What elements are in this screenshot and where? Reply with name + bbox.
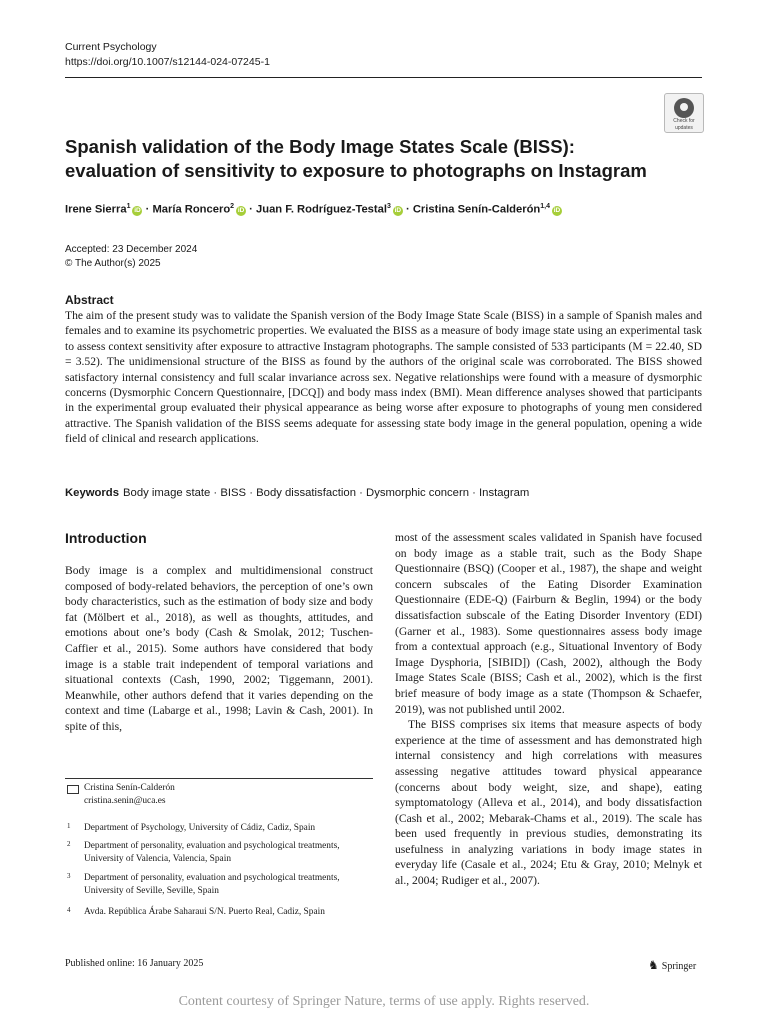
crossmark-label-2: updates <box>675 124 693 131</box>
article-title: Spanish validation of the Body Image States Scale (BISS): evaluation of sensitivity to exposure to photographs on Instagram <box>65 136 647 181</box>
journal-name: Current Psychology <box>65 41 157 53</box>
body-column-right <box>395 530 702 889</box>
keyword-item: Body image state <box>123 487 211 499</box>
header-rule <box>65 77 702 78</box>
license-line: © The Author(s) 2025 <box>65 257 161 269</box>
author-list: Irene Sierra$^1$iD · María Roncero$^2$iD · Juan F. Rodríguez-Testal$^3$iD · Cristina Senín-Calderón$^{1,4}$iD <box>65 203 561 216</box>
corresponding-author <box>65 782 365 807</box>
author-affiliation: 1,4 <box>540 203 550 210</box>
affiliation-number: 4 <box>67 906 71 914</box>
author-affiliation: 3 <box>386 203 391 210</box>
publisher-logo <box>648 958 696 973</box>
affiliation-text: Department of Psychology, University of Cádiz, Cadiz, Spain <box>84 823 316 833</box>
keyword-item: Dysmorphic concern <box>366 487 469 499</box>
published-online: Published online: 16 January 2025 <box>65 958 204 969</box>
affiliation-text: Department of personality, evaluation and psychological treatments, University of Seville, Seville, Spain <box>84 873 340 896</box>
journal-header <box>65 40 270 70</box>
keyword-item: BISS <box>220 487 247 499</box>
crossmark-label-1: Check for <box>673 118 695 124</box>
body-column-left: Body image is a complex and multidimensional construct composed of body-related behaviors, the perception of one’s own body characteristics, such as the estimation of body size and body fat (Mölbert et al., 2018), as well as thoughts, attitudes, and emotions about one’s body (Cash & Smolak, 2012; Tuschen-Caffier et al., 2015). Some authors have considered that body image is a stable trait independent of temporal variations and situational contexts (Cash, 1990, 2002; Tiggemann, 2001). Meanwhile, other authors defend that it varies depending on the context and time (Labarge et al., 1998; Lavin & Cash, 2001). In spite of this, <box>65 564 373 733</box>
affiliation-item <box>65 872 365 897</box>
orcid-icon[interactable]: iD <box>394 206 402 214</box>
doi-link[interactable]: https://doi.org/10.1007/s12144-024-07245-1 <box>65 56 270 68</box>
abstract-text: The aim of the present study was to validate the Spanish version of the Body Image State Scale (BISS) in a sample of Spanish males and females and to examine its psychometric properties. We evaluated the BISS as a measure of body image state using an experimental task to assess context sensitivity after exposure to attractive Instagram photographs. The sample consisted of 533 participants (M = 22.40, SD = 3.52). The unidimensional structure of the BISS as found by the authors of the original scale was corroborated. The BISS showed satisfactory internal consistency and full scalar invariance across sex. Negative relationships were found with a measure of dysmorphic concerns (Dysmorphic Concern Questionnaire, [DCQ]) and body mass index (BMI). Mean difference analyses showed that participants in the experimental group evaluated their physical appearance as being worse after exposure to photographs of young men considered attractive. The Spanish validation of the BISS seems adequate for assessing state body image in the general population, opening a wide field of clinical and research applications. <box>65 309 702 446</box>
affiliation-number: 1 <box>67 822 71 830</box>
abstract-heading: Abstract <box>65 293 114 307</box>
affiliation-number: 3 <box>67 872 71 880</box>
author-name[interactable]: María Roncero <box>152 203 231 216</box>
contact-email[interactable]: cristina.senin@uca.es <box>84 795 166 806</box>
affiliation-item <box>65 840 365 865</box>
keywords <box>65 487 705 499</box>
affiliation-item <box>65 822 365 835</box>
accepted-date: Accepted: 23 December 2024 <box>65 244 198 255</box>
footnote-rule <box>65 778 373 779</box>
envelope-icon <box>67 785 79 794</box>
publisher-name: Springer <box>661 961 697 972</box>
keyword-item: Instagram <box>479 487 530 499</box>
author-affiliation: 2 <box>230 203 235 210</box>
body-paragraph: most of the assessment scales validated in Spanish have focused on body image as a stable trait, such as the Body Shape Questionnaire (BSQ) (Cooper et al., 1987), the shape and weight concern subscales of the Eating Disorder Examination Questionnaire (EDE-Q) (Fairburn & Beglin, 1994) or the body dissatisfaction subscale of the Eating Disorder Inventory (EDI) (Garner et al., 1983). Some questionnaires assess body image from a contextual approach (e.g., Situational Inventory of Body Image Dysphoria, [SIBID]) (Cash, 2002), although the Body Image States Scale (BISS; Cash et al., 2002), which is the first brief measure of body image as a state (Thompson & Schaefer, 2019), was not published until 2002. <box>395 531 702 716</box>
body-paragraph: The BISS comprises six items that measure aspects of body experience at the time of assessment and has demonstrated high internal consistency and high correlations with measures assessing negative attitudes toward physical appearance (concerns about body weight, size, and shape), eating symptomatology (Alleva et al., 2014), and body dissatisfaction (Cash et al., 2002; Mebarak-Chams et al., 2019). The scale has been used frequently in previous studies, demonstrating its usefulness in analyzing variations in body image states in everyday life (Casale et al., 2024; Etu & Gray, 2010; Melnyk et al., 2004; Rudiger et al., 2007). <box>395 718 702 888</box>
orcid-icon[interactable]: iD <box>237 206 245 214</box>
author-name[interactable]: Cristina Senín-Calderón <box>412 203 541 216</box>
check-for-updates-badge[interactable] <box>664 93 704 133</box>
affiliation-text: Department of personality, evaluation and psychological treatments, University of Valencia, Valencia, Spain <box>84 841 340 864</box>
article-dates <box>65 243 197 270</box>
orcid-icon[interactable]: iD <box>553 206 561 214</box>
affiliation-item <box>65 906 365 919</box>
affiliation-text: Avda. República Árabe Saharaui S/N. Puerto Real, Cadiz, Spain <box>84 907 325 917</box>
affiliation-number: 2 <box>67 840 71 848</box>
section-heading-introduction: Introduction <box>65 530 147 546</box>
crossmark-icon <box>674 98 694 118</box>
keyword-item: Body dissatisfaction <box>256 487 356 499</box>
contact-name: Cristina Senín-Calderón <box>84 783 175 793</box>
springer-horse-icon: ♞ <box>648 958 659 972</box>
author-name[interactable]: Irene Sierra <box>65 203 127 216</box>
orcid-icon[interactable]: iD <box>134 206 141 214</box>
author-affiliation: 1 <box>126 203 131 210</box>
keywords-list: Body image state · BISS · Body dissatisfaction · Dysmorphic concern · Instagram <box>123 487 530 499</box>
keywords-label: Keywords <box>65 487 119 499</box>
author-name[interactable]: Juan F. Rodríguez-Testal <box>256 203 387 216</box>
courtesy-notice: Content courtesy of Springer Nature, terms of use apply. Rights reserved. <box>178 994 590 1009</box>
